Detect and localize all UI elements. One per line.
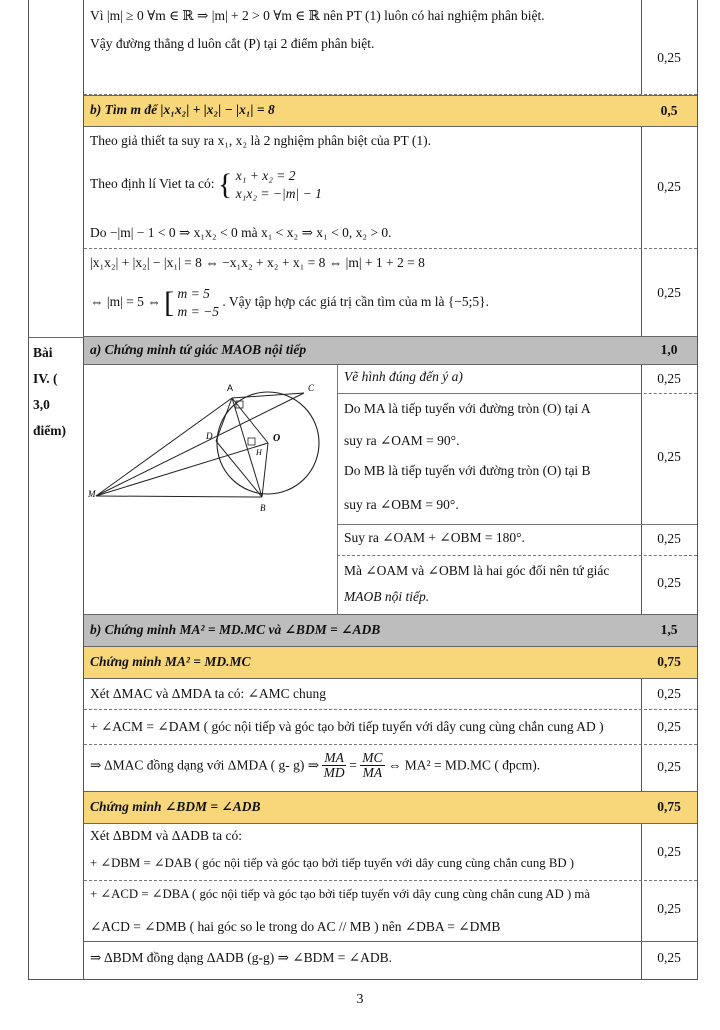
subsection-header-2: [84, 792, 697, 824]
section-title: Chứng minh MA² = MD.MC: [90, 654, 251, 669]
text-part: ⇒ ΔMAC đồng dạng với ΔMDA ( g- g) ⇒: [90, 757, 319, 773]
case-1: m = 5: [177, 286, 210, 301]
row-part-a-proof: [84, 365, 697, 615]
geometry-figure: [86, 369, 334, 519]
row-similar-triangles: [84, 745, 697, 792]
score: 0,5: [660, 103, 678, 118]
sub-text: Vẽ hình đúng đến ý a): [344, 369, 463, 384]
text-line: Xét ΔMAC và ΔMDA ta có: ∠AMC chung: [90, 686, 327, 701]
row-solve-m: [84, 249, 697, 337]
system-eq-1: x₁ + x₂ = 2: [235, 168, 296, 183]
text-line: Xét ΔBDM và ΔADB ta có:: [90, 828, 242, 843]
case-2: m = −5: [177, 304, 220, 319]
text-line: ⇒ ΔBDM đồng dạng ΔADB (g-g) ⇒ ∠BDM = ∠ADB.: [90, 950, 392, 965]
score: 0,75: [657, 799, 681, 814]
row-viet: [84, 127, 697, 249]
result-line: [90, 285, 489, 321]
bracket-icon: [: [164, 286, 175, 319]
problem-label-line: 3,0: [33, 397, 50, 412]
score: 0,25: [657, 371, 681, 386]
text-line: ∠ACD = ∠DMB ( hai góc so le trong do AC // MB ) nên ∠DBA = ∠DMB: [90, 919, 501, 934]
viet-label: Theo định lí Viet ta có:: [90, 176, 215, 192]
problem-label-line: Bài: [33, 345, 53, 360]
fraction-num: MC: [362, 750, 383, 765]
sub-text: Mà ∠OAM và ∠OBM là hai góc đối nên tứ giác: [344, 563, 610, 578]
section-header-b: [84, 95, 697, 127]
similarity-line: [90, 751, 635, 780]
label-A: A: [227, 383, 234, 393]
row-tangent-angle: [84, 710, 697, 745]
problem-label-line: điểm): [33, 423, 66, 438]
system-eq-2: x₁x₂ = −|m| − 1: [235, 186, 322, 201]
score: 0,25: [657, 575, 681, 590]
row-common-angle: [84, 679, 697, 710]
text-line: Vì |m| ≥ 0 ∀m ∈ ℝ ⇒ |m| + 2 > 0 ∀m ∈ ℝ nên PT (1) luôn có hai nghiệm phân biệt.: [90, 8, 545, 23]
sub-text: suy ra ∠OBM = 90°.: [344, 497, 459, 512]
subsection-header-1: [84, 647, 697, 679]
section-title: a) Chứng minh tứ giác MAOB nội tiếp: [90, 342, 307, 357]
sub-text: suy ra ∠OAM = 90°.: [344, 433, 460, 448]
fraction: [322, 751, 346, 780]
fraction: [360, 751, 384, 780]
label-B: B: [260, 503, 266, 513]
sub-text: Suy ra ∠OAM + ∠OBM = 180°.: [344, 530, 525, 545]
score: 0,25: [657, 844, 681, 859]
text-part: ⇔ MA² = MD.MC ( đpcm).: [387, 757, 541, 773]
sub-text: MAOB nội tiếp.: [344, 589, 430, 604]
score: 1,5: [660, 622, 678, 637]
text-part: ⇔ |m| = 5 ⇔: [90, 294, 161, 310]
text-line: + ∠DBM = ∠DAB ( góc nội tiếp và góc tạo bởi tiếp tuyến với dây cung cùng chắn cung BD ): [90, 856, 575, 870]
text-line: |x₁x₂| + |x₂| − |x₁| = 8 ⇔ −x₁x₂ + x₂ + x₁ = 8 ⇔ |m| + 1 + 2 = 8: [90, 255, 425, 270]
row-bdm-adb-1: [84, 824, 697, 881]
score: 0,25: [657, 950, 681, 965]
label-D: D: [206, 431, 213, 441]
label-H: H: [256, 448, 262, 457]
text-line: Vậy đường thẳng d luôn cắt (P) tại 2 điểm phân biệt.: [90, 36, 375, 51]
fraction-den: MD: [323, 765, 345, 780]
sub-text: Do MA là tiếp tuyến với đường tròn (O) tại A: [344, 401, 591, 416]
text-line: + ∠ACD = ∠DBA ( góc nội tiếp và góc tạo bởi tiếp tuyến với dây cung cùng chắn cung AD ) mà: [90, 887, 591, 901]
section-header-b2: [84, 615, 697, 647]
viet-line: [90, 167, 322, 203]
equals-sign: =: [349, 757, 357, 773]
row-conclusion: [84, 942, 697, 980]
section-title: Chứng minh ∠BDM = ∠ADB: [90, 799, 261, 814]
section-title: b) Tìm m để |x₁x₂| + |x₂| − |x₁| = 8: [90, 102, 275, 117]
row-bdm-adb-2: [84, 881, 697, 942]
score: 0,25: [657, 531, 681, 546]
text-line: + ∠ACM = ∠DAM ( góc nội tiếp và góc tạo bởi tiếp tuyến với dây cung cùng chắn cung AD ): [90, 719, 604, 734]
score: 0,75: [657, 654, 681, 669]
score: 0,25: [657, 686, 681, 701]
score: 0,25: [657, 759, 681, 774]
score: 0,25: [657, 719, 681, 734]
score: 0,25: [657, 285, 681, 300]
score: 0,25: [657, 901, 681, 916]
section-title: b) Chứng minh MA² = MD.MC và ∠BDM = ∠ADB: [90, 622, 381, 637]
page-number: 3: [356, 992, 364, 1007]
label-C: C: [308, 383, 315, 393]
problem-label: [33, 340, 66, 444]
fraction-num: MA: [324, 750, 344, 765]
label-M: M: [88, 489, 96, 499]
label-O: O: [273, 433, 281, 444]
brace-icon: {: [217, 168, 233, 201]
text-part: . Vậy tập hợp các giá trị cần tìm của m là {−5;5}.: [222, 294, 490, 310]
text-line: Theo giả thiết ta suy ra x₁, x₂ là 2 nghiệm phân biệt của PT (1).: [90, 133, 431, 148]
fraction-den: MA: [362, 765, 383, 780]
text-line: Do −|m| − 1 < 0 ⇒ x₁x₂ < 0 mà x₁ < x₂ ⇒ x₁ < 0, x₂ > 0.: [90, 225, 392, 240]
section-header-a: [84, 337, 697, 365]
problem-label-line: IV. (: [33, 371, 58, 386]
answer-table: [28, 0, 698, 980]
score: 0,25: [657, 179, 681, 194]
sub-text: Do MB là tiếp tuyến với đường tròn (O) tại B: [344, 463, 591, 478]
left-column: [29, 0, 84, 979]
score: 0,25: [657, 50, 681, 65]
row-discriminant: [84, 0, 697, 95]
score: 1,0: [660, 342, 678, 357]
score: 0,25: [657, 449, 681, 464]
